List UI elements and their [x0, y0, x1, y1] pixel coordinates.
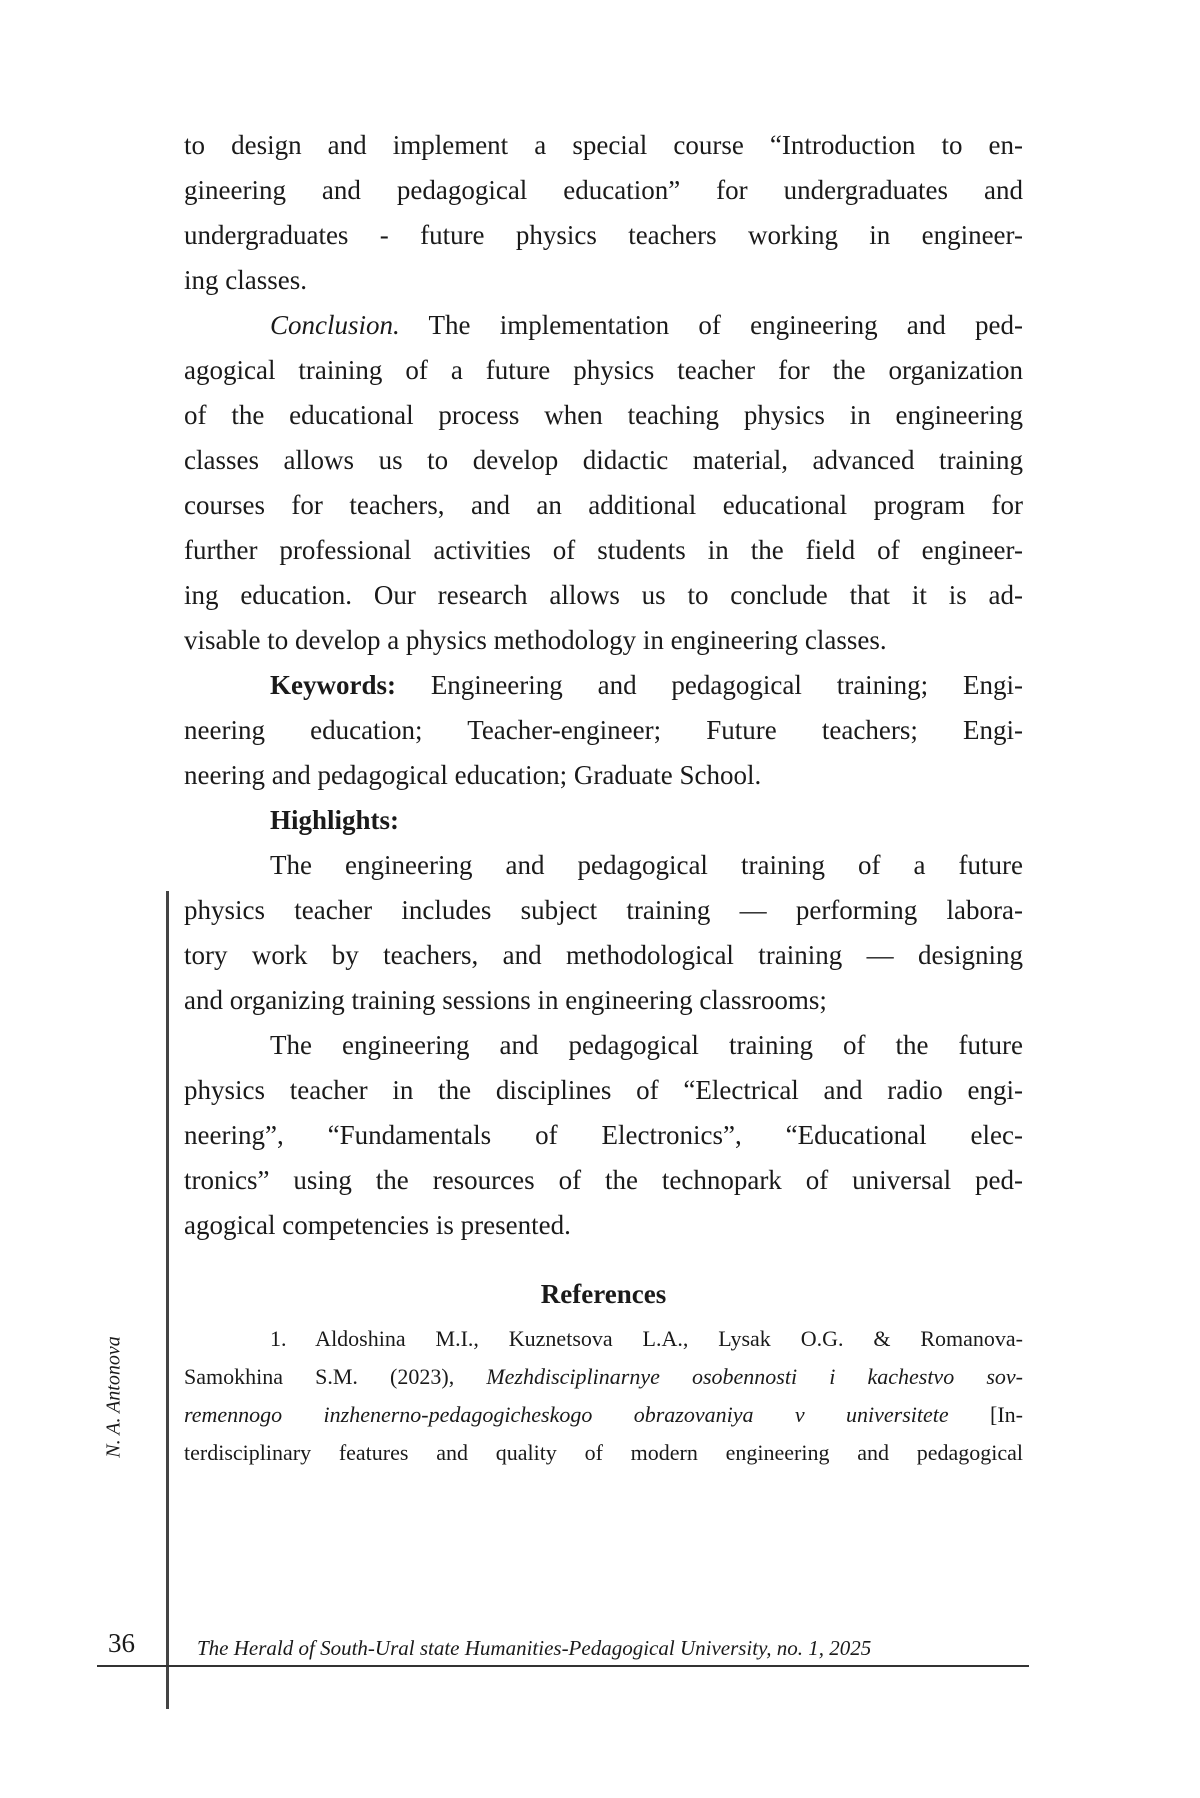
bold-text: Highlights: — [270, 805, 399, 835]
text-segment: gineering and pedagogical education” for undergraduates and — [184, 175, 1023, 205]
margin-vertical-rule — [166, 891, 169, 1709]
text-segment: agogical training of a future physics teacher for the organization — [184, 355, 1023, 385]
text-segment: ing classes. — [184, 265, 307, 295]
text-segment: ing education. Our research allows us to conclude that it is ad- — [184, 580, 1023, 610]
text-segment: The engineering and pedagogical training of the future — [270, 1030, 1023, 1060]
text-segment: agogical competencies is presented. — [184, 1210, 571, 1240]
text-line — [184, 663, 1023, 708]
text-line — [184, 888, 1023, 933]
body-text — [184, 123, 1023, 1248]
text-line — [184, 708, 1023, 753]
text-segment: neering and pedagogical education; Graduate School. — [184, 760, 761, 790]
text-line — [184, 1023, 1023, 1068]
text-segment: tory work by teachers, and methodological training — designing — [184, 940, 1023, 970]
text-segment: 1. Aldoshina M.I., Kuznetsova L.A., Lysak O.G. & Romanova- — [270, 1326, 1023, 1351]
text-line — [184, 258, 1023, 303]
text-segment: Engineering and pedagogical training; Engi- — [396, 670, 1023, 700]
text-line — [184, 438, 1023, 483]
italic-text: remennogo inzhenerno-pedagogicheskogo obrazovaniya v universitete — [184, 1402, 949, 1427]
text-segment: visable to develop a physics methodology in engineering classes. — [184, 625, 887, 655]
text-segment: terdisciplinary features and quality of modern engineering and pedagogical — [184, 1440, 1023, 1465]
references-heading: References — [184, 1272, 1023, 1317]
text-line — [184, 933, 1023, 978]
text-segment: and organizing training sessions in engineering classrooms; — [184, 985, 827, 1015]
text-line — [184, 1068, 1023, 1113]
text-line — [184, 1158, 1023, 1203]
bold-text: Keywords: — [270, 670, 396, 700]
text-segment: physics teacher includes subject training — performing labora- — [184, 895, 1023, 925]
text-line — [184, 123, 1023, 168]
text-line — [184, 528, 1023, 573]
text-segment: [In- — [949, 1402, 1023, 1427]
footer-rule — [97, 1665, 1029, 1667]
text-line — [184, 168, 1023, 213]
text-line — [184, 348, 1023, 393]
text-line — [184, 843, 1023, 888]
text-line — [184, 1396, 1023, 1434]
text-segment: to design and implement a special course “Introduction to en- — [184, 130, 1023, 160]
text-line — [184, 1203, 1023, 1248]
author-running-head: N. A. Antonova — [103, 1336, 126, 1457]
text-segment: The engineering and pedagogical training of a future — [270, 850, 1023, 880]
text-segment: tronics” using the resources of the technopark of universal ped- — [184, 1165, 1023, 1195]
text-line — [184, 1113, 1023, 1158]
text-line — [184, 213, 1023, 258]
text-segment: courses for teachers, and an additional educational program for — [184, 490, 1023, 520]
text-line — [184, 1320, 1023, 1358]
text-segment: Samokhina S.M. (2023), — [184, 1364, 486, 1389]
text-segment: further professional activities of students in the field of engineer- — [184, 535, 1023, 565]
text-segment: neering”, “Fundamentals of Electronics”, “Educational elec- — [184, 1120, 1023, 1150]
text-segment: The implementation of engineering and ped- — [400, 310, 1023, 340]
page-number: 36 — [108, 1628, 135, 1658]
text-segment: of the educational process when teaching physics in engineering — [184, 400, 1023, 430]
text-line — [184, 978, 1023, 1023]
text-segment: physics teacher in the disciplines of “Electrical and radio engi- — [184, 1075, 1023, 1105]
italic-text: Mezhdisciplinarnye osobennosti i kachestvo sov- — [486, 1364, 1023, 1389]
text-line — [184, 753, 1023, 798]
text-line — [184, 1358, 1023, 1396]
text-line — [184, 798, 1023, 843]
text-segment: neering education; Teacher-engineer; Future teachers; Engi- — [184, 715, 1023, 745]
text-segment: undergraduates - future physics teachers working in engineer- — [184, 220, 1023, 250]
references-list — [184, 1320, 1023, 1472]
text-line — [184, 618, 1023, 663]
text-line — [184, 1434, 1023, 1472]
text-line — [184, 573, 1023, 618]
italic-text: Conclusion. — [270, 310, 400, 340]
text-line — [184, 483, 1023, 528]
text-line — [184, 393, 1023, 438]
journal-footer: The Herald of South-Ural state Humanities-Pedagogical University, no. 1, 2025 — [197, 1635, 871, 1661]
text-segment: classes allows us to develop didactic material, advanced training — [184, 445, 1023, 475]
text-line — [184, 303, 1023, 348]
